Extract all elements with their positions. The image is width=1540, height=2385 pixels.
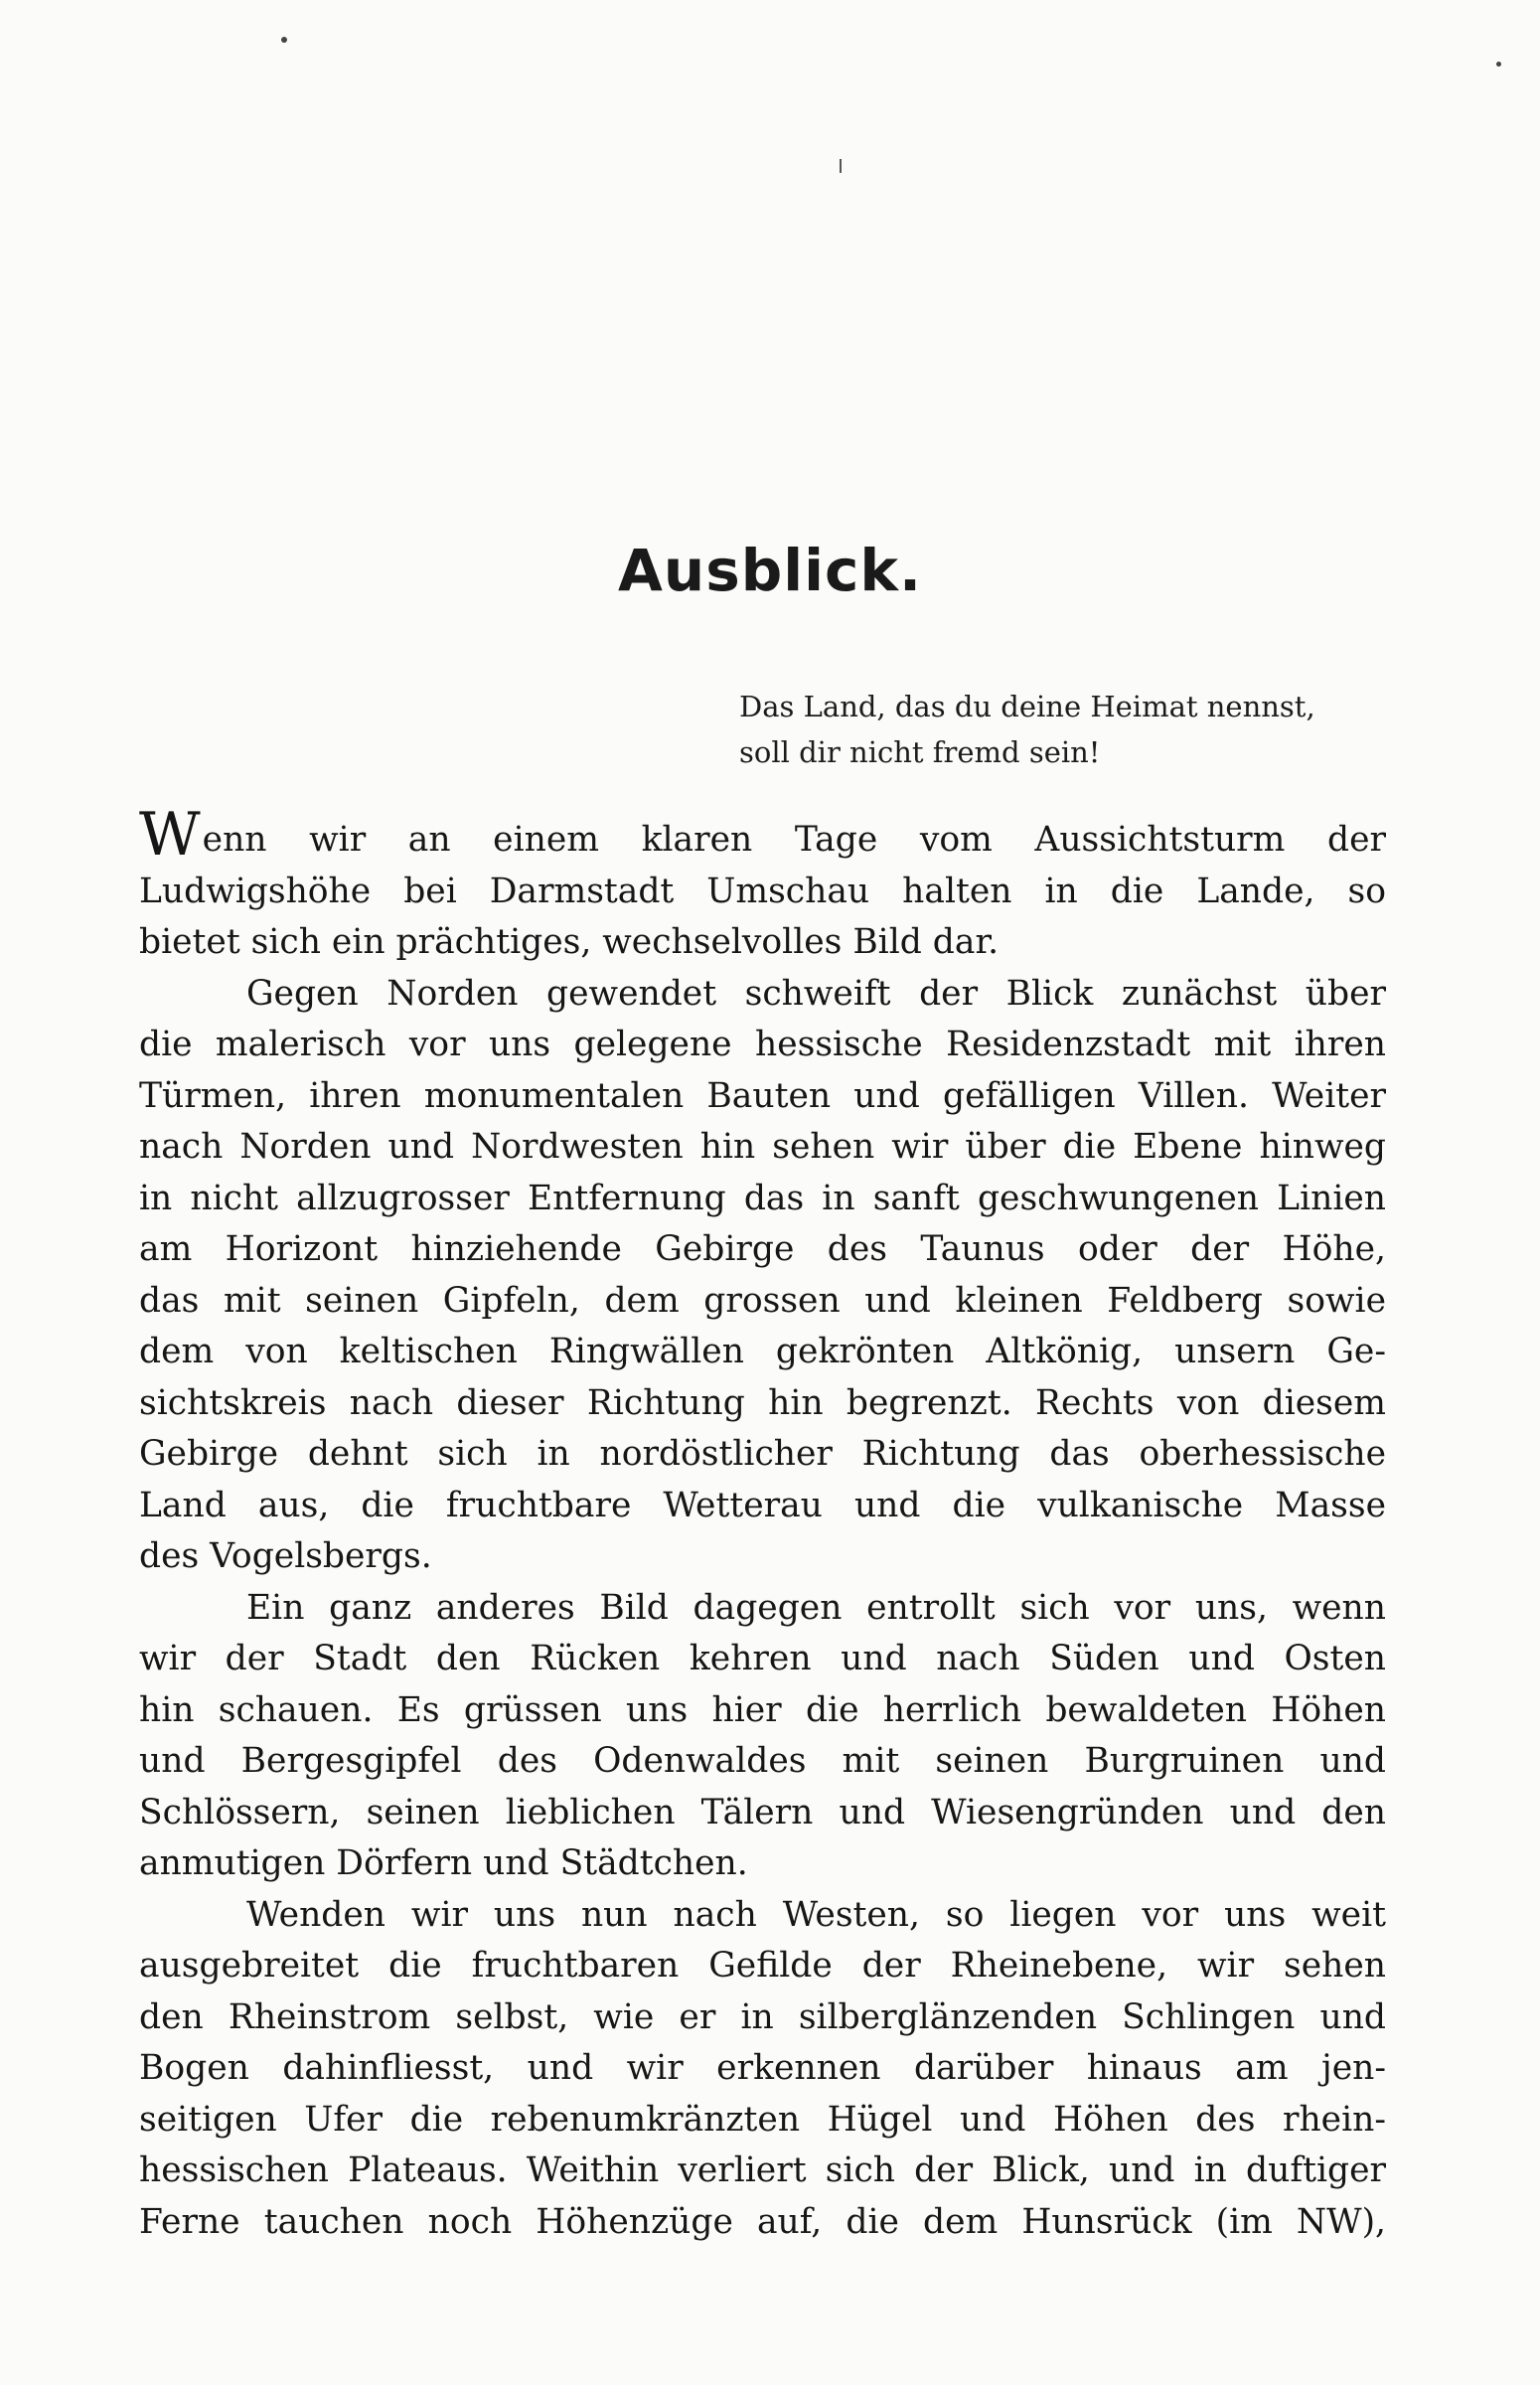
chapter-title: Ausblick. <box>618 537 922 604</box>
text-line: dem von keltischen Ringwällen gekrönten Altkönig, unsern Ge- <box>139 1332 1386 1371</box>
text-line: bietet sich ein prächtiges, wechselvolles Bild dar. <box>139 922 1000 962</box>
text-line: seitigen Ufer die rebenumkränzten Hügel und Höhen des rhein- <box>139 2099 1386 2140</box>
text-line: Gebirge dehnt sich in nordöstlicher Richtung das oberhessische <box>139 1434 1386 1474</box>
text-line: Türmen, ihren monumentalen Bauten und gefälligen Villen. Weiter <box>139 1075 1386 1116</box>
text-line: am Horizont hinziehende Gebirge des Taunus oder der Höhe, <box>139 1229 1386 1269</box>
text-line: Bogen dahinfliesst, und wir erkennen darüber hinaus am jen- <box>139 2048 1386 2088</box>
text-line: Ludwigshöhe bei Darmstadt Umschau halten in die Lande, so <box>139 871 1386 911</box>
print-speck <box>281 37 287 43</box>
epigraph <box>739 684 1315 775</box>
print-speck <box>1496 62 1501 67</box>
body-text <box>139 800 1386 2248</box>
print-mark <box>840 159 842 173</box>
text-line: ausgebreitet die fruchtbaren Gefilde der Rheinebene, wir sehen <box>139 1946 1386 1986</box>
text-line: Land aus, die fruchtbare Wetterau und die vulkanische Masse <box>139 1485 1386 1525</box>
text-line: nach Norden und Nordwesten hin sehen wir über die Ebene hinweg <box>139 1127 1386 1167</box>
text-line: den Rheinstrom selbst, wie er in silberglänzenden Schlingen und <box>139 1996 1386 2037</box>
text-line: und Bergesgipfel des Odenwaldes mit seinen Burgruinen und <box>139 1741 1386 1781</box>
text-line: Schlössern, seinen lieblichen Tälern und Wiesengründen und den <box>139 1792 1386 1832</box>
text-line <box>139 800 1386 870</box>
text-line: des Vogelsbergs. <box>139 1536 432 1576</box>
epigraph-line: soll dir nicht fremd sein! <box>739 735 1101 769</box>
text-line: hin schauen. Es grüssen uns hier die herrlich bewaldeten Höhen <box>139 1689 1386 1730</box>
text-line: die malerisch vor uns gelegene hessische Residenzstadt mit ihren <box>139 1025 1386 1064</box>
text-line: hessischen Plateaus. Weithin verliert sich der Blick, und in duftiger <box>139 2150 1386 2190</box>
text-line: Wenden wir uns nun nach Westen, so liegen vor uns weit <box>246 1894 1386 1935</box>
text-line: in nicht allzugrosser Entfernung das in sanft geschwungenen Linien <box>139 1178 1386 1218</box>
drop-cap: W <box>139 800 201 870</box>
text-line: das mit seinen Gipfeln, dem grossen und kleinen Feldberg sowie <box>139 1280 1386 1321</box>
text-line-content: enn wir an einem klaren Tage vom Aussichtsturm der <box>202 820 1386 860</box>
text-line: sichtskreis nach dieser Richtung hin begrenzt. Rechts von diesem <box>139 1382 1386 1423</box>
text-line: anmutigen Dörfern und Städtchen. <box>139 1843 748 1883</box>
text-line: Ferne tauchen noch Höhenzüge auf, die dem Hunsrück (im NW), <box>139 2201 1386 2242</box>
epigraph-line: Das Land, das du deine Heimat nennst, <box>739 690 1315 723</box>
text-line: wir der Stadt den Rücken kehren und nach Süden und Osten <box>139 1639 1386 1678</box>
text-line: Gegen Norden gewendet schweift der Blick zunächst über <box>246 973 1386 1014</box>
text-line: Ein ganz anderes Bild dagegen entrollt sich vor uns, wenn <box>246 1587 1386 1628</box>
